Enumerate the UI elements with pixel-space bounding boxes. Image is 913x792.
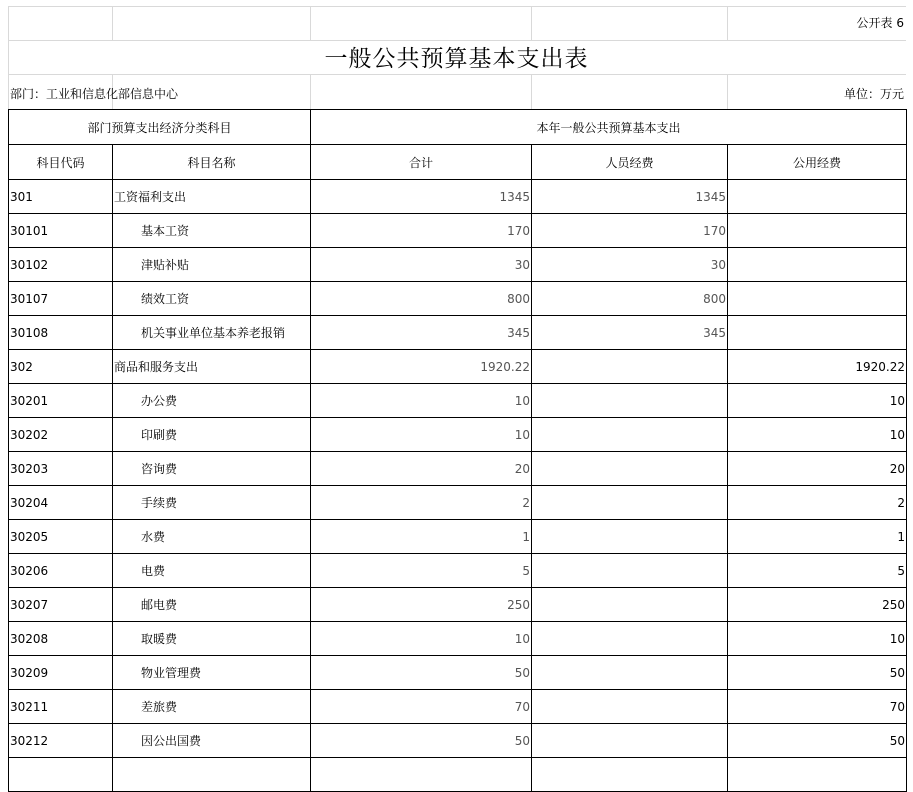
cell-personnel[interactable]: 30 [532,248,728,282]
cell-total[interactable]: 5 [311,554,532,588]
cell-public[interactable]: 20 [728,452,907,486]
cell-total[interactable]: 70 [311,690,532,724]
cell-public[interactable] [728,180,907,214]
cell-code[interactable]: 30212 [9,724,113,758]
cell-personnel[interactable] [532,418,728,452]
header-public[interactable]: 公用经费 [728,145,907,180]
cell-name[interactable]: 津贴补贴 [113,248,311,282]
cell-total[interactable]: 30 [311,248,532,282]
cell-public[interactable] [728,758,907,792]
cell-name[interactable]: 机关事业单位基本养老报销 [113,316,311,350]
cell-public[interactable]: 10 [728,622,907,656]
cell-personnel[interactable] [532,554,728,588]
cell-total[interactable]: 170 [311,214,532,248]
cell-personnel[interactable]: 170 [532,214,728,248]
cell-name[interactable]: 差旅费 [113,690,311,724]
cell-public[interactable]: 5 [728,554,907,588]
department-label: 部门：工业和信息化部信息中心 [10,87,179,101]
header-econ-classification[interactable]: 部门预算支出经济分类科目 [9,110,311,145]
table-row [9,350,907,384]
header-row-columns [9,145,907,180]
cell-code[interactable]: 30205 [9,520,113,554]
table-row [9,418,907,452]
cell-name[interactable]: 邮电费 [113,588,311,622]
table-row [9,180,907,214]
table-row [9,214,907,248]
cell-public[interactable]: 10 [728,418,907,452]
cell-total[interactable] [311,758,532,792]
cell-personnel[interactable] [532,758,728,792]
header-name[interactable]: 科目名称 [113,145,311,180]
page-title: 一般公共预算基本支出表 [324,46,589,72]
cell-public[interactable] [728,316,907,350]
cell-code[interactable] [9,758,113,792]
cell-personnel[interactable] [532,724,728,758]
cell-code[interactable]: 30102 [9,248,113,282]
cell-public[interactable]: 1 [728,520,907,554]
cell-public[interactable]: 250 [728,588,907,622]
table-row [9,282,907,316]
cell-personnel[interactable] [532,690,728,724]
cell-personnel[interactable] [532,384,728,418]
cell-name[interactable]: 咨询费 [113,452,311,486]
cell-total[interactable]: 20 [311,452,532,486]
gridline [727,6,728,40]
table-row [9,554,907,588]
cell-name[interactable] [113,758,311,792]
cell-public[interactable] [728,282,907,316]
cell-name[interactable]: 工资福利支出 [113,180,311,214]
unit-label: 单位：万元 [843,87,904,101]
header-basic-expenditure[interactable]: 本年一般公共预算基本支出 [311,110,907,145]
cell-name[interactable]: 电费 [113,554,311,588]
cell-personnel[interactable]: 800 [532,282,728,316]
cell-personnel[interactable] [532,486,728,520]
table-row [9,384,907,418]
cell-total[interactable]: 2 [311,486,532,520]
table-row [9,248,907,282]
cell-code[interactable]: 30107 [9,282,113,316]
cell-name[interactable]: 绩效工资 [113,282,311,316]
cell-code[interactable]: 30108 [9,316,113,350]
gridline [310,6,311,40]
cell-personnel[interactable] [532,656,728,690]
cell-code[interactable]: 30202 [9,418,113,452]
cell-name[interactable]: 取暖费 [113,622,311,656]
header-row-group [9,110,907,145]
cell-personnel[interactable] [532,350,728,384]
cell-name[interactable]: 基本工资 [113,214,311,248]
cell-total[interactable]: 1345 [311,180,532,214]
table-row [9,452,907,486]
table-row [9,690,907,724]
cell-name[interactable]: 因公出国费 [113,724,311,758]
cell-code[interactable]: 30208 [9,622,113,656]
gridline [531,6,532,40]
cell-name[interactable]: 手续费 [113,486,311,520]
cell-total[interactable]: 345 [311,316,532,350]
cell-personnel[interactable]: 1345 [532,180,728,214]
header-personnel[interactable]: 人员经费 [532,145,728,180]
cell-public[interactable]: 10 [728,384,907,418]
gridline [727,74,728,109]
cell-name[interactable]: 商品和服务支出 [113,350,311,384]
cell-code[interactable]: 30211 [9,690,113,724]
table-row [9,316,907,350]
table-row [9,622,907,656]
cell-name[interactable]: 物业管理费 [113,656,311,690]
cell-total[interactable]: 1 [311,520,532,554]
cell-code[interactable]: 301 [9,180,113,214]
cell-total[interactable]: 50 [311,724,532,758]
cell-personnel[interactable] [532,588,728,622]
header-total[interactable]: 合计 [311,145,532,180]
cell-personnel[interactable] [532,622,728,656]
cell-name[interactable]: 印刷费 [113,418,311,452]
cell-code[interactable]: 30206 [9,554,113,588]
gridline [8,6,906,7]
cell-public[interactable]: 50 [728,656,907,690]
cell-name[interactable]: 办公费 [113,384,311,418]
cell-total[interactable]: 800 [311,282,532,316]
header-code[interactable]: 科目代码 [9,145,113,180]
gridline [310,74,311,109]
gridline [531,74,532,109]
cell-total[interactable]: 10 [311,384,532,418]
table-row [9,520,907,554]
gridline [112,6,113,40]
table-row [9,486,907,520]
budget-table [8,109,907,792]
cell-personnel[interactable]: 345 [532,316,728,350]
cell-code[interactable]: 30101 [9,214,113,248]
table-row [9,758,907,792]
cell-total[interactable]: 1920.22 [311,350,532,384]
cell-personnel[interactable] [532,520,728,554]
cell-total[interactable]: 10 [311,622,532,656]
cell-public[interactable]: 50 [728,724,907,758]
cell-public[interactable]: 1920.22 [728,350,907,384]
cell-name[interactable]: 水费 [113,520,311,554]
cell-code[interactable]: 30201 [9,384,113,418]
table-row [9,724,907,758]
cell-code[interactable]: 30209 [9,656,113,690]
cell-public[interactable]: 70 [728,690,907,724]
cell-code[interactable]: 30207 [9,588,113,622]
cell-personnel[interactable] [532,452,728,486]
table-row [9,588,907,622]
cell-public[interactable]: 2 [728,486,907,520]
cell-total[interactable]: 10 [311,418,532,452]
cell-code[interactable]: 30203 [9,452,113,486]
cell-public[interactable] [728,248,907,282]
table-row [9,656,907,690]
cell-code[interactable]: 302 [9,350,113,384]
cell-total[interactable]: 250 [311,588,532,622]
table-number-label: 公开表 6 [856,16,904,30]
gridline [8,74,906,75]
cell-public[interactable] [728,214,907,248]
cell-total[interactable]: 50 [311,656,532,690]
cell-code[interactable]: 30204 [9,486,113,520]
